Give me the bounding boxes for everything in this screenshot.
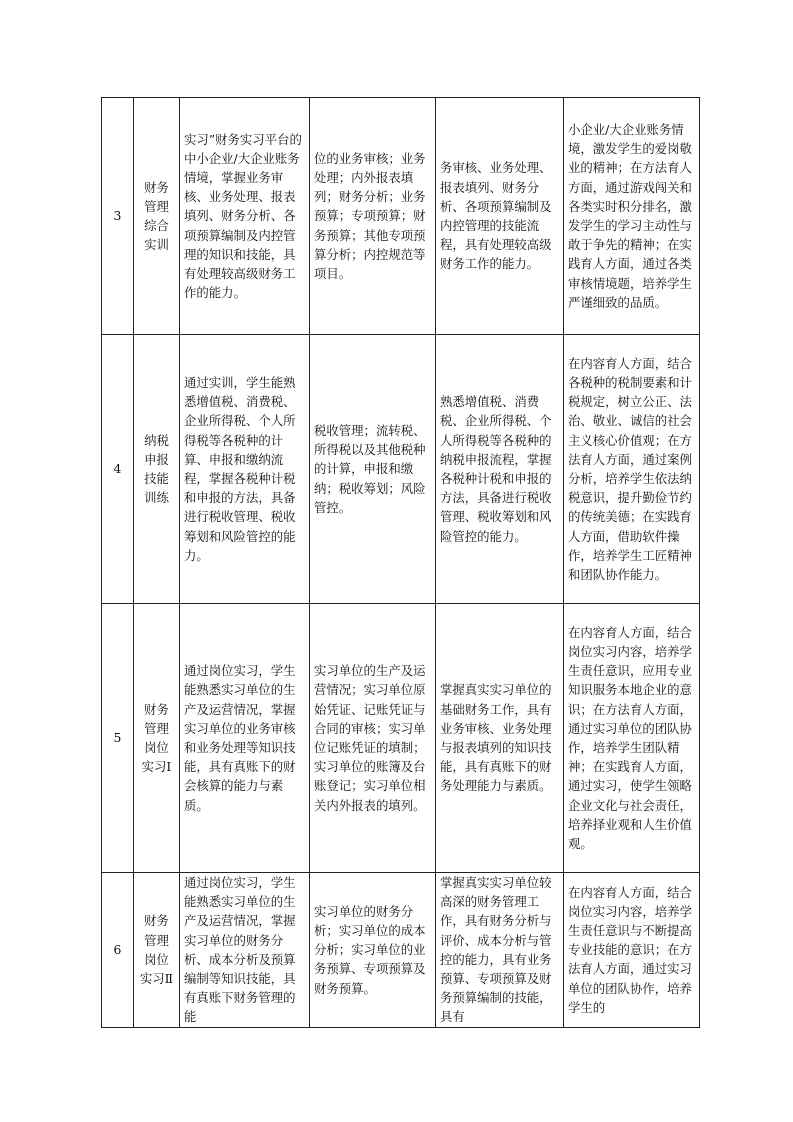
course-content: 税收管理；流转税、所得税以及其他税种的计算，申报和缴纳；税收筹划；风险管控。 <box>310 335 436 604</box>
course-content: 实习单位的财务分析；实习单位的成本分析；实习单位的业务预算、专项预算及财务预算。 <box>310 873 436 1028</box>
course-name: 财务管理综合实训 <box>134 98 180 335</box>
course-ideology: 在内容育人方面，结合岗位实习内容，培养学生责任意识，应用专业知识服务本地企业的意识；在方法育人方面，通过实习单位的团队协作，培养学生团队精神；在实践育人方面，通过实习，使学生领略企业文化与社会责任，培养择业观和人生价值观。 <box>564 604 700 873</box>
course-ideology: 小企业/大企业账务情境，激发学生的爱岗敬业的精神；在方法育人方面，通过游戏闯关和各类实时积分排名，激发学生的学习主动性与敢于争先的精神；在实践育人方面，通过各类审核情境题，培养学生严谨细致的品质。 <box>564 98 700 335</box>
course-requirement: 掌握真实实习单位较高深的财务管理工作，具有财务分析与评价、成本分析与管控的能力，具有业务预算、专项预算及财务预算编制的技能，具有 <box>436 873 564 1028</box>
course-ideology: 在内容育人方面，结合各税种的税制要素和计税规定，树立公正、法治、敬业、诚信的社会主义核心价值观；在方法育人方面，通过案例分析，培养学生依法纳税意识，提升勤俭节约的传统美德；在实践育人方面，借助软件操作，培养学生工匠精神和团队协作能力。 <box>564 335 700 604</box>
course-objective: 实习”财务实习平台的中小企业/大企业账务情境，掌握业务审核、业务处理、报表填列、财务分析、各项预算编制及内控管理的知识和技能，具有处理较高级财务工作的能力。 <box>180 98 310 335</box>
course-objective: 通过岗位实习，学生能熟悉实习单位的生产及运营情况，掌握实习单位的业务审核和业务处理等知识技能，具有真账下的财会核算的能力与素质。 <box>180 604 310 873</box>
course-requirement: 掌握真实实习单位的基础财务工作，具有业务审核、业务处理与报表填列的知识技能，具有真账下的财务处理能力与素质。 <box>436 604 564 873</box>
row-number: 6 <box>102 873 134 1028</box>
row-number: 3 <box>102 98 134 335</box>
course-name: 纳税申报技能训练 <box>134 335 180 604</box>
course-objective: 通过岗位实习，学生能熟悉实习单位的生产及运营情况，掌握实习单位的财务分析、成本分析及预算编制等知识技能，具有真账下财务管理的能 <box>180 873 310 1028</box>
table-row <box>102 98 700 335</box>
table-row <box>102 335 700 604</box>
course-name: 财务管理岗位实习Ⅰ <box>134 604 180 873</box>
course-objective: 通过实训，学生能熟悉增值税、消费税、企业所得税、个人所得税等各税种的计算、申报和缴纳流程，掌握各税种计税和申报的方法，具备进行税收管理、税收筹划和风险管控的能力。 <box>180 335 310 604</box>
course-content: 位的业务审核；业务处理；内外报表填列；财务分析；业务预算；专项预算；财务预算；其他专项预算分析；内控规范等项目。 <box>310 98 436 335</box>
course-requirement: 务审核、业务处理、报表填列、财务分析、各项预算编制及内控管理的技能流程，具有处理较高级财务工作的能力。 <box>436 98 564 335</box>
row-number: 4 <box>102 335 134 604</box>
course-name: 财务管理岗位实习Ⅱ <box>134 873 180 1028</box>
course-content: 实习单位的生产及运营情况；实习单位原始凭证、记账凭证与合同的审核；实习单位记账凭证的填制；实习单位的账簿及台账登记；实习单位相关内外报表的填列。 <box>310 604 436 873</box>
table-row <box>102 604 700 873</box>
row-number: 5 <box>102 604 134 873</box>
curriculum-table <box>101 97 700 1028</box>
table-row <box>102 873 700 1028</box>
course-requirement: 熟悉增值税、消费税、企业所得税、个人所得税等各税种的纳税申报流程，掌握各税种计税和申报的方法，具备进行税收管理、税收筹划和风险管控的能力。 <box>436 335 564 604</box>
course-ideology: 在内容育人方面，结合岗位实习内容，培养学生责任意识与不断提高专业技能的意识；在方法育人方面，通过实习单位的团队协作，培养学生的 <box>564 873 700 1028</box>
